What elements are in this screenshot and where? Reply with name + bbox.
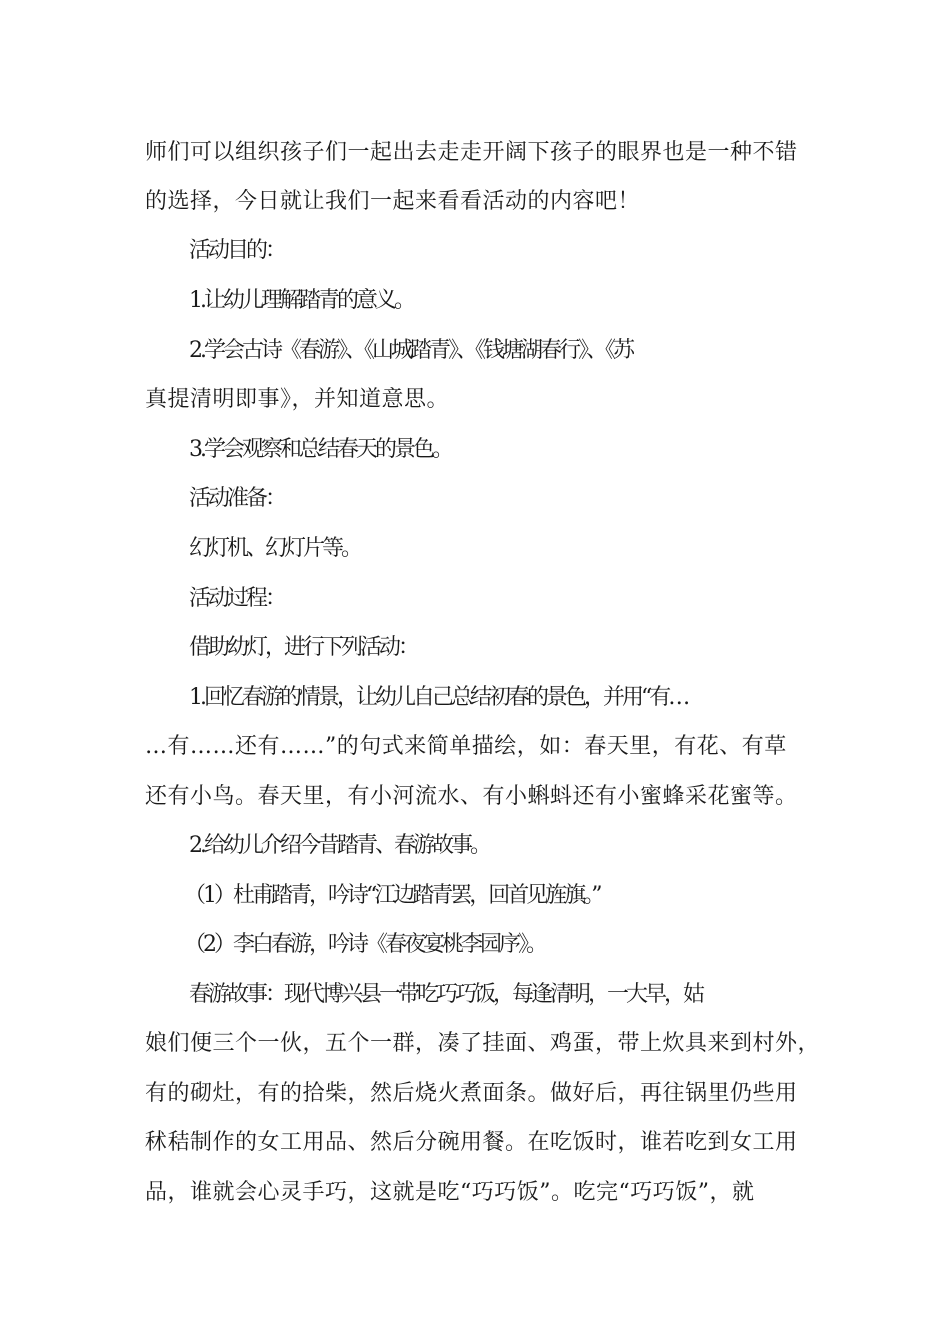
list-item: 1.让幼儿理解踏青的意义。 xyxy=(189,288,413,313)
paragraph-line: 师们可以组织孩子们一起出去走走开阔下孩子的眼界也是一种不错 xyxy=(145,140,798,165)
sub-list-item: （1）杜甫踏青，吟诗“江边踏青罢，回首见旌旗。” xyxy=(184,883,600,908)
paragraph-line: 秫秸制作的女工用品、然后分碗用餐。在吃饭时，谁若吃到女工用 xyxy=(145,1130,798,1155)
list-item: 2.给幼儿介绍今昔踏青、春游故事。 xyxy=(189,833,489,858)
list-item: 3.学会观察和总结春天的景色。 xyxy=(189,437,451,462)
sub-list-item: （2）李白春游，吟诗《春夜宴桃李园序》。 xyxy=(184,932,545,957)
paragraph-line: 有的砌灶，有的拾柴，然后烧火煮面条。做好后，再往锅里仍些用 xyxy=(145,1081,798,1106)
section-heading: 活动准备： xyxy=(189,486,285,511)
paragraph-line: 春游故事：现代博兴县一带吃巧巧饭，每逢清明，一大早，姑 xyxy=(189,982,703,1007)
paragraph-line: 真提清明即事》，并知道意思。 xyxy=(145,387,450,412)
section-heading: 活动目的： xyxy=(189,238,285,263)
list-item: 2.学会古诗《春游》、《山城踏青》、《钱塘湖春行》、《苏 xyxy=(189,338,632,363)
paragraph-line: 娘们便三个一伙，五个一群，凑了挂面、鸡蛋，带上炊具来到村外， xyxy=(145,1031,821,1056)
paragraph-line: 借助幼灯，进行下列活动： xyxy=(189,635,418,660)
paragraph-line: …有……还有……”的句式来简单描绘，如：春天里，有花、有草 xyxy=(145,734,787,759)
list-item: 1.回忆春游的情景，让幼儿自己总结初春的景色，并用“有… xyxy=(189,685,688,710)
paragraph-line: 的选择，今日就让我们一起来看看活动的内容吧！ xyxy=(145,189,641,214)
paragraph-line: 品，谁就会心灵手巧，这就是吃“巧巧饭”。吃完“巧巧饭”，就 xyxy=(145,1180,755,1205)
paragraph-line: 幻灯机、幻灯片等。 xyxy=(189,536,361,561)
paragraph-line: 还有小鸟。春天里，有小河流水、有小蝌蚪还有小蜜蜂采花蜜等。 xyxy=(145,784,798,809)
section-heading: 活动过程： xyxy=(189,586,285,611)
